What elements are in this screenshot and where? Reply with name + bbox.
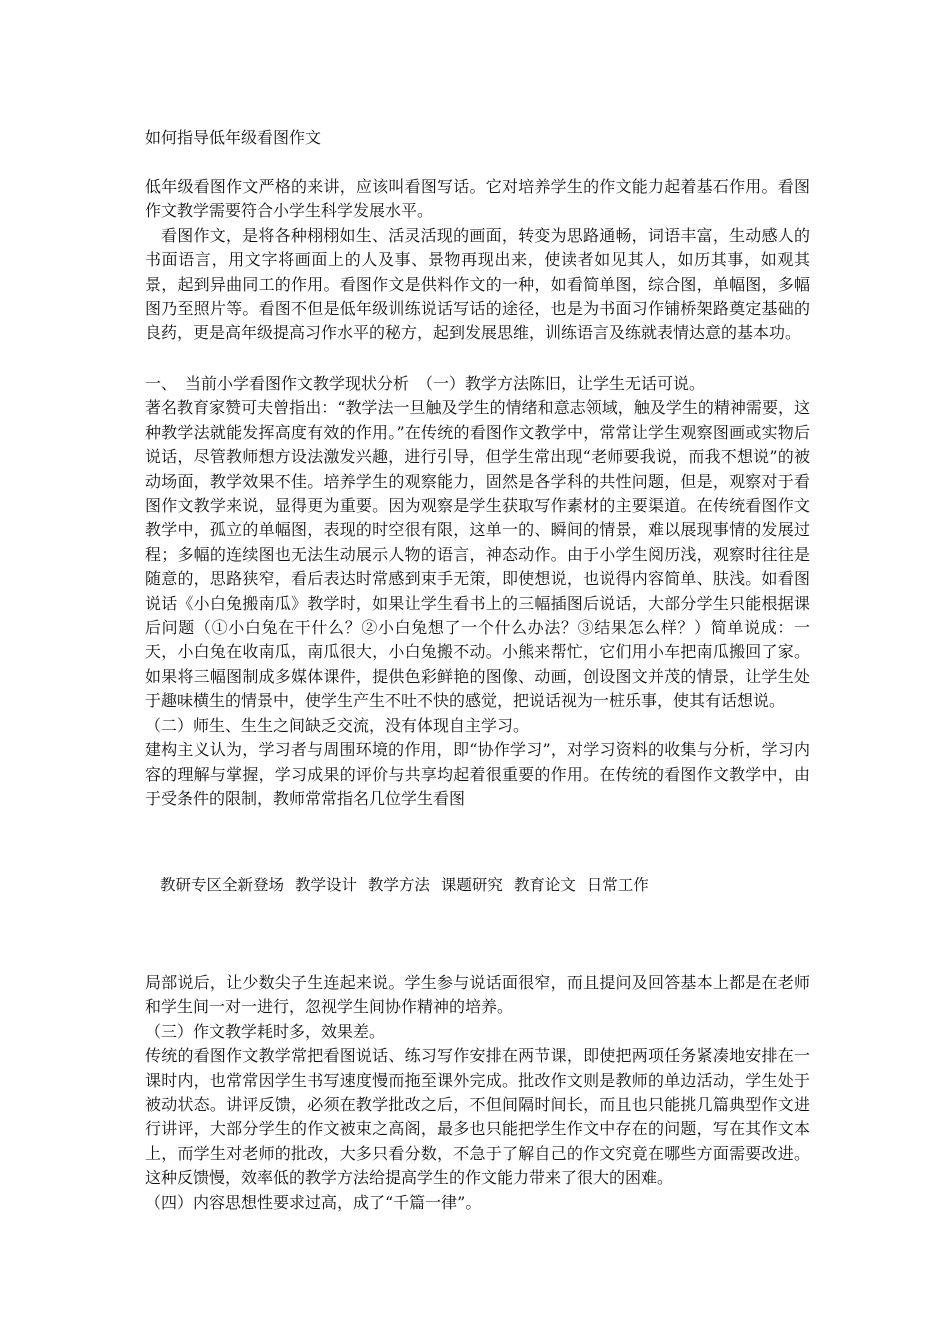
intro-paragraph: 低年级看图作文严格的来讲，应该叫看图写话。它对培养学生的作文能力起着基石作用。看图作文教学需要符合小学生科学发展水平。 [145,177,810,221]
subheading-4: （四）内容思想性要求过高，成了“千篇一律”。 [145,1192,482,1212]
continued-paragraph: 局部说后，让少数尖子生连起来说。学生参与说话面很窄，而且提问及回答基本上都是在老师和学生间一对一进行，忽视学生间协作精神的培养。 [145,973,810,1017]
promo-item-teaching-method[interactable]: 教学方法 [367,876,430,894]
document-title: 如何指导低年级看图作文 [145,128,322,147]
analysis-section [145,372,810,811]
section-heading: 一、 当前小学看图作文教学现状分析 （一）教学方法陈旧，让学生无话可说。 [145,374,706,393]
time-cost-paragraph: 传统的看图作文教学常把看图说话、练习写作安排在两节课，即使把两项任务紧凑地安排在一课时内，也常常因学生书写速度慢而拖至课外完成。批改作文则是教师的单边活动，学生处于被动状态。讲评反馈，必须在教学批改之后，不但间隔时间长，而且也只能挑几篇典型作文进行讲评，大部分学生的作文被束之高阁，最多也只能把学生作文中存在的问题，写在其作文本上，而学生对老师的批改，大多只看分数，不急于了解自己的作文究竟在哪些方面需要改进。这种反馈慢，效率低的教学方法给提高学生的作文能力带来了很大的困难。 [145,1046,810,1188]
promo-item-teaching-zone[interactable]: 教研专区全新登场 [160,876,285,894]
subheading-3: （三）作文教学耗时多，效果差。 [145,1021,386,1041]
promo-item-teaching-design[interactable]: 教学设计 [294,876,357,894]
promo-item-daily-work[interactable]: 日常工作 [586,876,649,894]
picture-composition-paragraph: 看图作文，是将各种栩栩如生、活灵活现的画面，转变为思路通畅，词语丰富，生动感人的书面语言，用文字将画面上的人及事、景物再现出来，使读者如见其人，如历其事，如观其景，起到异曲同工的作用。看图作文是供料作文的一种，如看简单图，综合图，单幅图，多幅图乃至照片等。看图不但是低年级训练说话写话的途径，也是为书面习作铺桥架路奠定基础的良药，更是高年级提高习作水平的秘方，起到发展思维，训练语言及练就表情达意的基本功。 [145,225,810,343]
continued-section [145,971,810,1215]
intro-section [145,175,810,346]
promo-item-research[interactable]: 课题研究 [440,876,503,894]
constructivism-paragraph: 建构主义认为，学习者与周围环境的作用，即“协作学习”，对学习资料的收集与分析，学习内容的理解与掌握，学习成果的评价与共享均起着很重要的作用。在传统的看图作文教学中，由于受条件的限制，教师常常指名几位学生看图 [145,740,810,808]
promo-item-papers[interactable]: 教育论文 [513,876,576,894]
promo-links-bar [160,873,655,897]
quote-paragraph: 著名教育家赞可夫曾指出：“教学法一旦触及学生的情绪和意志领域，触及学生的精神需要，这种教学法就能发挥高度有效的作用。”在传统的看图作文教学中，常常让学生观察图画或实物后说话，尽管教师想方设法激发兴趣，进行引导，但学生常出现“老师要我说，而我不想说”的被动场面，教学效果不佳。培养学生的观察能力，固然是各学科的共性问题，但是，观察对于看图作文教学来说，显得更为重要。因为观察是学生获取写作素材的主要渠道。在传统看图作文教学中，孤立的单幅图，表现的时空很有限，这单一的、瞬间的情景，难以展现事情的发展过程；多幅的连续图也无法生动展示人物的语言，神态动作。由于小学生阅历浅，观察时往往是随意的，思路狭窄，看后表达时常感到束手无策，即使想说，也说得内容简单、肤浅。如看图说话《小白兔搬南瓜》教学时，如果让学生看书上的三幅插图后说话，大部分学生只能根据课后问题（①小白兔在干什么？②小白兔想了一个什么办法？③结果怎么样？）简单说成：一天，小白兔在收南瓜，南瓜很大，小白兔搬不动。小熊来帮忙，它们用小车把南瓜搬回了家。如果将三幅图制成多媒体课件，提供色彩鲜艳的图像、动画，创设图文并茂的情景，让学生处于趣味横生的情景中，使学生产生不吐不快的感觉，把说话视为一桩乐事，使其有话想说。 [145,398,810,711]
subheading-2: （二）师生、生生之间缺乏交流，没有体现自主学习。 [145,715,530,735]
